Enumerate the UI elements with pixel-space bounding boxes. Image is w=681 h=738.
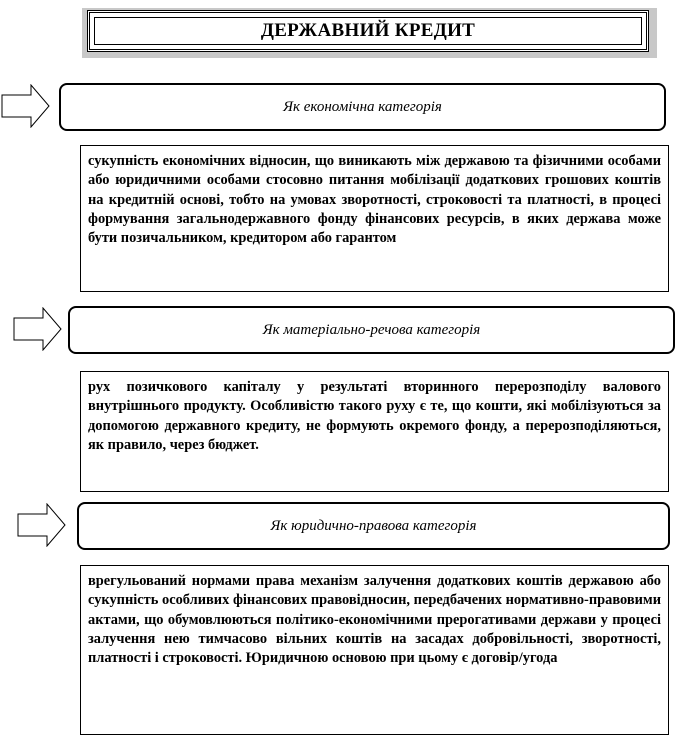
category-legal bbox=[77, 502, 670, 550]
description-material: рух позичкового капіталу у результаті вторинного перерозподілу валового внутрішнього продукту. Особливістю такого руху є те, що кошти, які мобілізуються за допомогою державного кредиту, не формують окремого фонду, а перерозподіляються, як правило, через бюджет. bbox=[80, 371, 669, 492]
category-material-label: Як матеріально-речова категорія bbox=[262, 321, 481, 338]
arrow-right-icon bbox=[17, 503, 67, 547]
arrow-right-icon bbox=[13, 307, 63, 351]
category-material bbox=[68, 306, 675, 354]
description-legal: врегульований нормами права механізм залучення додаткових коштів державою або сукупність особливих фінансових правовідносин, передбачених нормативно-правовими актами, що обумовлюються політико-економічними прерогативами держави у процесі залучення нею тимчасово вільних коштів на засадах добровільності, зворотності, платності і строковості. Юридичною основою при цьому є договір/угода bbox=[80, 565, 669, 735]
category-economic-label: Як економічна категорія bbox=[283, 98, 442, 115]
arrow-right-icon bbox=[1, 84, 51, 128]
title-box bbox=[87, 10, 649, 52]
category-economic bbox=[59, 83, 666, 131]
category-legal-label: Як юридично-правова категорія bbox=[270, 517, 477, 534]
description-economic: сукупність економічних відносин, що виникають між державою та фізичними особами або юридичними особами стосовно питання мобілізації додаткових грошових коштів на кредитній основі, тобто на умовах зворотності, строковості та платності, в процесі формування загальнодержавного фонду фінансових ресурсів, в яких держава може бути позичальником, кредитором або гарантом bbox=[80, 145, 669, 292]
page-title: ДЕРЖАВНИЙ КРЕДИТ bbox=[94, 17, 642, 45]
